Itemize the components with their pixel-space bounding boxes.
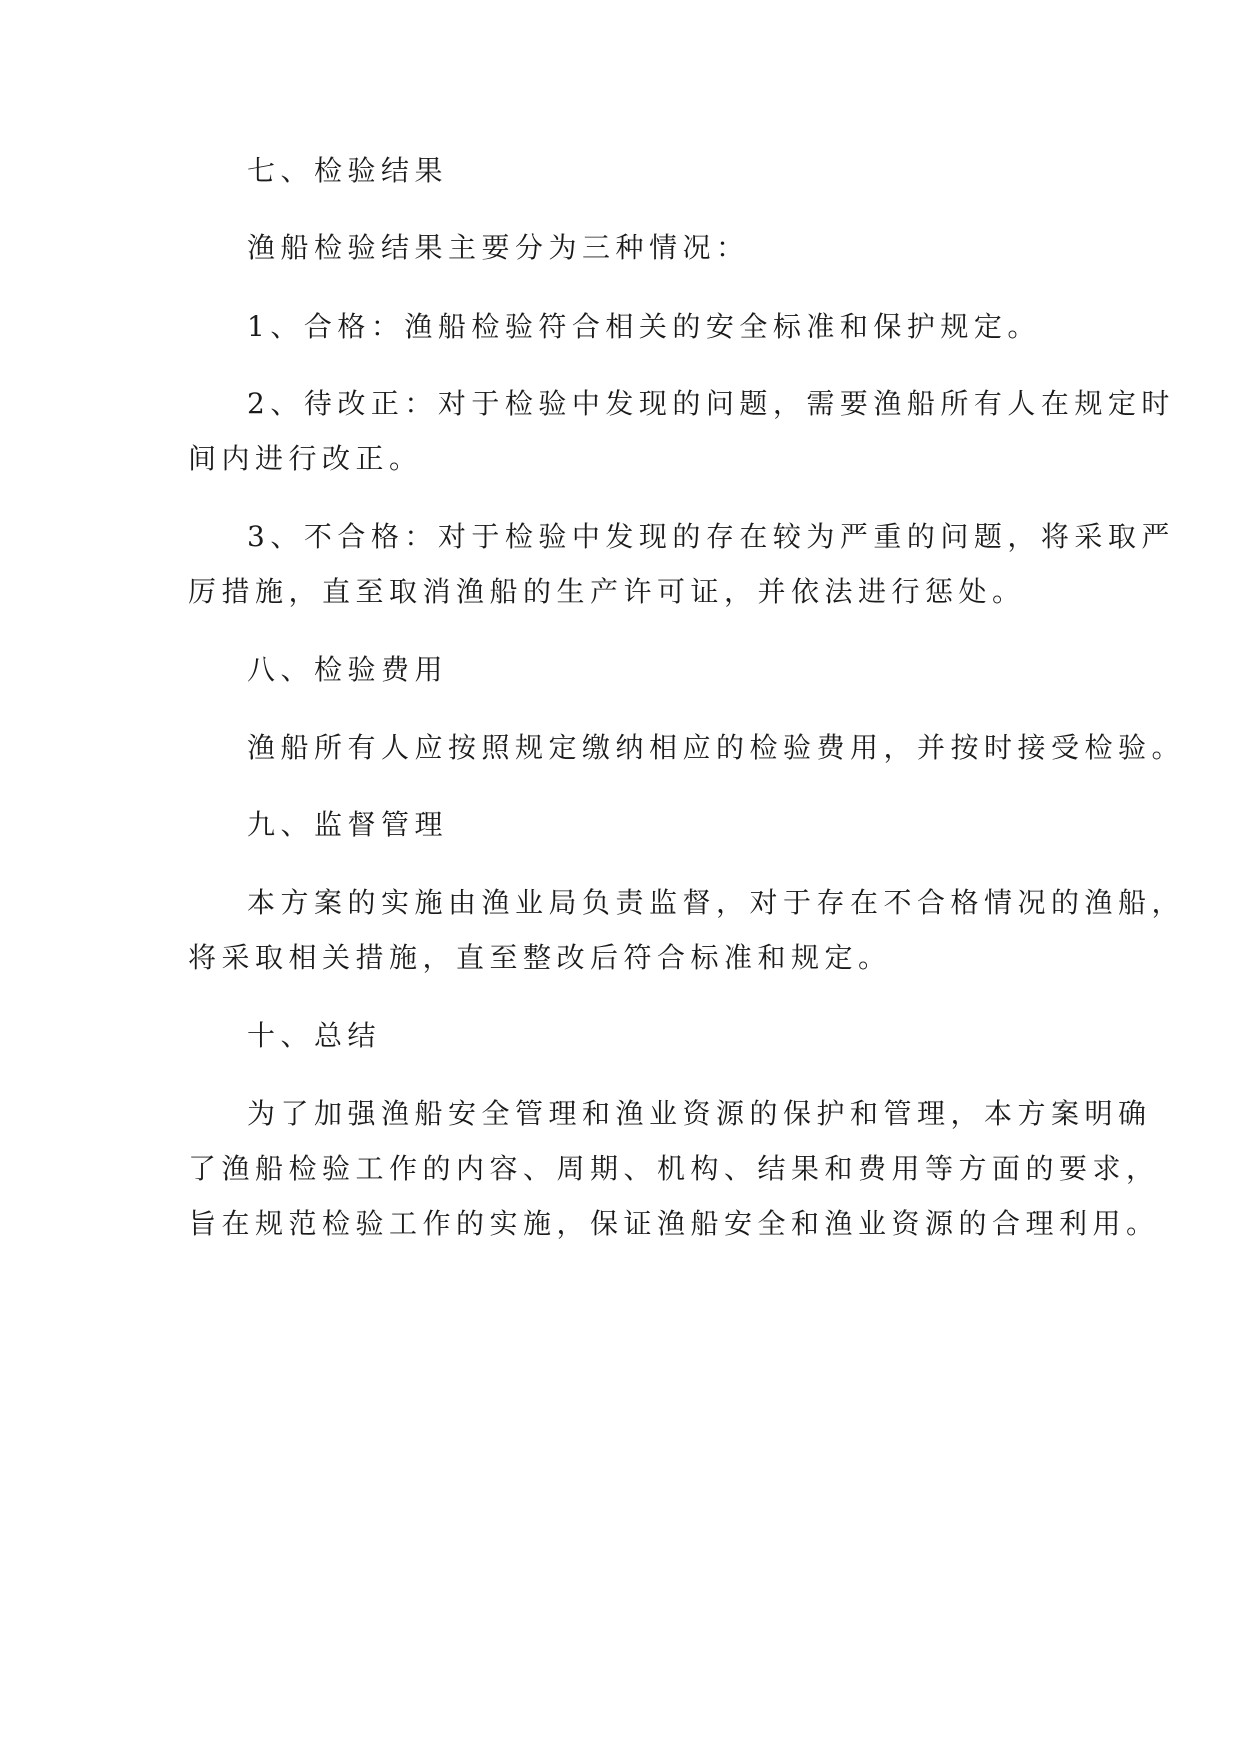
paragraph-pending-line-1: 2、待改正：对于检验中发现的问题，需要渔船所有人在规定时 bbox=[247, 387, 1175, 420]
section-heading-supervision: 九、监督管理 bbox=[247, 808, 449, 841]
paragraph-summary-line-1: 为了加强渔船安全管理和渔业资源的保护和管理，本方案明确 bbox=[247, 1097, 1152, 1130]
paragraph-unqualified-line-1: 3、不合格：对于检验中发现的存在较为严重的问题，将采取严 bbox=[247, 520, 1175, 553]
paragraph-supervision-line-2: 将采取相关措施，直至整改后符合标准和规定。 bbox=[188, 941, 892, 974]
paragraph-fees: 渔船所有人应按照规定缴纳相应的检验费用，并按时接受检验。 bbox=[247, 731, 1186, 764]
section-heading-fees: 八、检验费用 bbox=[247, 653, 449, 686]
section-heading-results: 七、检验结果 bbox=[247, 154, 449, 187]
section-heading-summary: 十、总结 bbox=[247, 1019, 382, 1052]
paragraph-unqualified-line-2: 厉措施，直至取消渔船的生产许可证，并依法进行惩处。 bbox=[188, 575, 1026, 608]
paragraph-summary-line-3: 旨在规范检验工作的实施，保证渔船安全和渔业资源的合理利用。 bbox=[188, 1207, 1160, 1240]
paragraph-results-intro: 渔船检验结果主要分为三种情况： bbox=[247, 231, 750, 264]
paragraph-pending-line-2: 间内进行改正。 bbox=[188, 442, 423, 475]
paragraph-qualified: 1、合格：渔船检验符合相关的安全标准和保护规定。 bbox=[247, 310, 1041, 343]
paragraph-supervision-line-1: 本方案的实施由渔业局负责监督，对于存在不合格情况的渔船， bbox=[247, 886, 1186, 919]
paragraph-summary-line-2: 了渔船检验工作的内容、周期、机构、结果和费用等方面的要求， bbox=[188, 1152, 1160, 1185]
